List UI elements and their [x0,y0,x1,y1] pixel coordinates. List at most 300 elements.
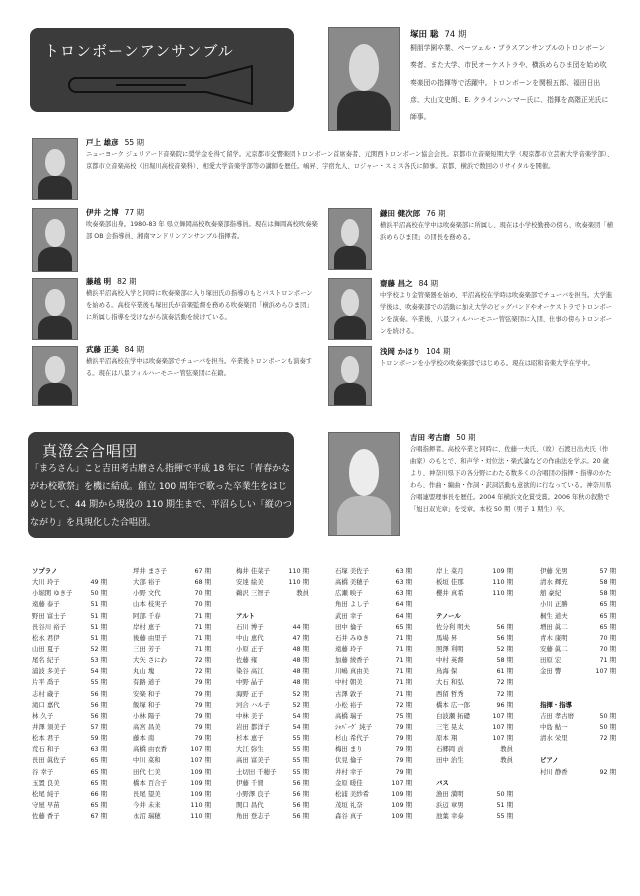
member-name: 松尾 純子 [32,789,60,798]
member-name: 角田 登志子 [236,812,270,821]
roster-row [236,733,309,744]
member-name: 坪井 まさ子 [133,567,167,575]
member-name: 染谷 高江 [236,667,264,676]
roster-row [236,577,309,588]
roster-row [540,767,616,778]
roster-row [133,744,211,755]
member-generation: 59 期 [90,734,107,743]
member-generation: 57 期 [90,722,107,731]
member-generation: 109 期 [391,812,412,821]
member-name: 青木 康明 [540,633,568,642]
member-generation: 63 期 [90,745,107,754]
roster-row [540,577,616,588]
roster-column [236,566,309,822]
roster-row [436,711,513,722]
leader-bio: 桐朋学園卒業、ペーツェル・ブラスアンサンブルのトロンボーン奏者、また大学、市民オーケストラや、横浜めらひま団を始め吹奏楽団の指揮等で活躍中。トロンボーンを関根五郎、福田日出彦、大山文史朗、E. クラインハンマー氏に、指揮を高階正光氏に師事。 [410,44,609,122]
part-name: バス [436,778,449,787]
member-name: 橋本 百合子 [133,778,167,787]
member-generation: 71 期 [194,611,211,620]
roster-row [436,622,513,633]
member-name [436,767,513,778]
member-name: 漁田 満明 [436,789,464,798]
conductor-name: 吉田 考古磨 50 期 [410,433,476,442]
member-generation: 63 期 [395,567,412,575]
member-generation: 71 期 [599,656,616,665]
roster-row [133,700,211,711]
member-generation: 65 期 [90,767,107,776]
member-name: 田中 倫子 [335,622,363,631]
member-generation: 52 期 [292,700,309,709]
roster-row [236,644,309,655]
member-generation: 56 期 [496,633,513,642]
roster-row [236,622,309,633]
member-name: 加藤 綾香子 [335,656,369,665]
roster-row [133,722,211,733]
member-generation: 79 期 [194,689,211,698]
member-name: 阿部 千春 [133,611,161,620]
roster-row [32,588,107,599]
roster-row [133,655,211,666]
member-generation: 49 期 [90,578,107,587]
member-name: 伊藤 千賀 [236,778,264,787]
roster-row [335,611,412,622]
member-photo [32,346,78,406]
member-name [236,599,309,610]
member-generation: 50 期 [599,711,616,720]
member-name: 中村 英督 [436,656,464,665]
member-name: 橋本 広一郎 [436,700,470,709]
member-name: 守屋 早苗 [32,800,60,809]
member-generation: 55 期 [292,745,309,754]
roster-row [436,577,513,588]
member-generation: 56 期 [90,711,107,720]
member-name: 村川 静香 [540,767,568,776]
member-name: 河合 ハル子 [236,700,270,709]
part-name: 指揮・指導 [540,700,572,709]
member-name: 大川 玲子 [32,578,60,587]
member-generation: 51 期 [90,600,107,609]
member-generation: 109 期 [391,800,412,809]
roster-row [32,767,107,778]
member-name: 高橋 美穂子 [335,578,369,587]
member-name: 中山 恵代 [236,633,264,642]
member-generation: 71 期 [395,689,412,698]
member-generation: 61 期 [496,667,513,676]
member-generation: 48 期 [292,656,309,665]
roster-row [236,588,309,599]
member-name: 野田 富士子 [32,611,66,620]
member-generation: 71 期 [194,633,211,642]
member-name: 岸上 菜月 [436,567,464,575]
member-name: 増田 眞二 [540,622,568,631]
roster-part-heading [540,755,616,766]
roster-row [540,611,616,622]
roster-row [236,722,309,733]
member-generation: 67 期 [194,567,211,575]
roster-row [335,733,412,744]
trombone-icon [56,62,256,106]
member-generation: 92 期 [599,767,616,776]
roster-row [133,778,211,789]
member-generation: 72 期 [194,656,211,665]
member-generation: 70 期 [599,644,616,653]
member-bio: 横浜平沼高校在学中は吹奏楽部に所属し、現在は小学校勤務の傍ら、吹奏楽団「横浜めらひま団」の団長を務める。 [380,222,613,241]
member-name: 広瀬 映子 [335,589,363,598]
roster-row [236,711,309,722]
member-name: 志村 蔵子 [32,689,60,698]
member-name: 山本 枝実子 [133,600,167,609]
roster-row [436,755,513,766]
roster-row [133,599,211,610]
member-name: 梅井 佳菜子 [236,567,270,575]
member-photo [32,278,78,340]
roster-row [133,644,211,655]
roster-row [540,733,616,744]
member-name: 片平 喬子 [32,678,60,687]
member-name: 鳥海 保 [436,667,458,676]
member-name: 岸村 恵子 [133,622,161,631]
roster-row [133,577,211,588]
member-generation: 47 期 [292,633,309,642]
member-name: 永沼 瑞穂 [133,812,161,821]
member-name: 遠藤 玲子 [335,644,363,653]
roster-row [236,689,309,700]
member-name: 小川 正勝 [540,600,568,609]
roster-row [32,655,107,666]
choir-section-title: 真澄会合唱団 [42,442,139,460]
part-name: ピアノ [540,756,559,765]
member-generation: 109 期 [190,767,211,776]
roster-row [436,588,513,599]
choir-description: 「まろさん」こと吉田考古磨さん指揮で平成 18 年に「青春かながわ校歌祭」を機に結成。創立 100 周年で歌った卒業生をはじめとして、44 期から現役の 110 期生まで、平沼らしい「縦のつながり」を具現化した合唱団。 [30,464,292,528]
roster-row [436,722,513,733]
member-name: 原本 翔 [436,734,458,743]
member-name: 角田 よし子 [335,600,369,609]
member-name: 尾名 紀子 [32,656,60,665]
member-name [436,599,513,610]
member-bio: 吹奏楽部出身。1980-83 年 県立舞岡高校吹奏楽部指導員。現在は舞岡高校吹奏楽部 OB 会指導員、湘南マンドリンアンサンブル指揮者。 [86,221,318,240]
member-bio: 中学校より金管楽器を始め、平沼高校在学時は吹奏楽部でチューバを担当。大学進学後は、吹奏楽部での活動に加え大学のビッグバンドやオーケストラでトロンボーンを演奏。卒業後、八景フィルハーモニー管弦楽団に入団、仕事の傍らトロンボーンを続ける。 [380,292,613,335]
roster-part-heading [436,611,513,622]
roster-column [32,566,107,822]
member-generation: 109 期 [492,567,513,575]
roster-row [540,622,616,633]
member-generation: 110 期 [492,578,513,587]
member-name: 伏見 倫子 [335,756,363,765]
member-generation: 56 期 [90,689,107,698]
member-photo [328,278,372,340]
roster-row [540,633,616,644]
member-name: 大部 裕子 [133,578,161,587]
member-generation: 55 期 [292,756,309,765]
member-name: 茂垣 礼奈 [335,800,363,809]
member-generation: 48 期 [292,678,309,687]
member-generation: 64 期 [395,611,412,620]
member-generation: 65 期 [599,600,616,609]
roster-row [236,744,309,755]
roster-row [133,767,211,778]
roster-row [436,644,513,655]
member-generation: 56 期 [496,622,513,631]
member-name: 高田 富美子 [236,756,270,765]
member-name: 有路 道子 [133,678,161,687]
member-generation: 110 期 [492,589,513,598]
member-bio: 横浜平沼高校入学と同時に吹奏楽部に入り塚田氏の指導のもとバストロンボーンを始める。高校卒業後も塚田氏が音楽監督を務める吹奏楽団「横浜めらひま団」に所属し指導を受けながら演奏活動を続けている。 [86,290,313,321]
roster-row [540,744,616,755]
roster-row [133,622,211,633]
part-name: テノール [436,611,461,620]
member-generation: 67 期 [90,812,107,821]
member-generation: 50 期 [599,722,616,731]
roster-row [236,800,309,811]
member-generation: 107 期 [492,711,513,720]
member-name: 中野 晶子 [236,678,264,687]
roster-row [540,677,616,688]
roster-row [335,655,412,666]
member-generation: 79 期 [194,734,211,743]
roster-part-heading [236,611,309,622]
member-name: 森谷 真子 [335,812,363,821]
member-name: 武藤 正美 84 期 [86,345,145,354]
part-name: アルト [236,611,255,620]
roster-row [540,644,616,655]
member-name: 高橋 由衣香 [133,745,167,754]
roster-row [436,599,513,610]
member-generation: 65 期 [90,778,107,787]
member-name: 岩田 都洋子 [236,722,270,731]
roster-row [236,677,309,688]
member-name: 三田 芳子 [133,644,161,653]
roster-row [133,789,211,800]
roster-row [540,711,616,722]
roster-row [540,722,616,733]
roster-column [335,566,412,822]
roster-row [236,599,309,610]
member-name: 井村 幸子 [335,767,363,776]
member-generation: 50 期 [90,589,107,598]
member-name: 土切田 千穂子 [236,767,277,776]
member-name: 長尾 望美 [133,789,161,798]
member-name: 武田 幸子 [335,611,363,620]
member-generation: 72 期 [194,667,211,676]
roster-row [133,677,211,688]
member-generation: 79 期 [194,678,211,687]
member-generation: 48 期 [292,667,309,676]
member-generation: 54 期 [292,722,309,731]
roster-row [133,588,211,599]
roster-row [335,644,412,655]
member-generation: 107 期 [492,734,513,743]
member-name: 金田 響 [540,667,562,676]
member-generation: 107 期 [190,745,211,754]
member-generation: 教員 [500,745,513,754]
member-generation: 110 期 [190,812,211,821]
roster-row [335,800,412,811]
member-generation: 52 期 [496,644,513,653]
member-name: 梅田 まり [335,745,363,754]
member-generation: 54 期 [292,711,309,720]
member-photo [32,138,78,200]
roster-column [540,566,616,778]
member-name: 安藤 眞二 [540,644,568,653]
member-generation: 65 期 [599,611,616,620]
roster-row [436,767,513,778]
member-generation: 79 期 [395,756,412,765]
member-generation: 72 期 [496,689,513,698]
member-name: 藤本 南 [133,734,155,743]
roster-row [436,655,513,666]
member-generation: 110 期 [288,567,309,575]
member-name: 石塚 美佐子 [335,567,369,575]
member-photo [328,208,372,270]
roster-row [335,700,412,711]
member-generation: 51 期 [90,633,107,642]
roster-row [32,633,107,644]
member-generation: 64 期 [395,600,412,609]
roster-row [236,655,309,666]
member-name: 佐藤 雍 [236,656,258,665]
member-name: 桐生 道夫 [540,611,568,620]
member-name: 伊藤 光男 [540,567,568,575]
roster-row [335,588,412,599]
roster-row [436,800,513,811]
conductor-photo [328,432,400,536]
roster-row [335,577,412,588]
member-name: 西留 哲秀 [436,689,464,698]
roster-row [32,789,107,800]
member-name: 後藤 由里子 [133,633,167,642]
roster-row [32,666,107,677]
member-generation: 79 期 [395,722,412,731]
roster-row [436,566,513,577]
roster-row [133,566,211,577]
member-name: 大石 和弘 [436,678,464,687]
member-generation: 71 期 [194,622,211,631]
member-generation: 107 期 [595,667,616,676]
roster-row [236,755,309,766]
member-name: 谷 幸子 [32,767,54,776]
roster-row [335,689,412,700]
roster-row [436,633,513,644]
member-name: 照澤 利明 [436,644,464,653]
member-generation: 58 期 [496,656,513,665]
member-name: 石郷岡 貢 [436,745,464,754]
roster-row [540,689,616,700]
member-name: 遠藤 泰子 [32,600,60,609]
member-name: 浦波 多美子 [32,667,66,676]
member-generation: 70 期 [194,589,211,598]
member-generation: 110 期 [288,578,309,587]
member-name: 板垣 佳那 [436,578,464,587]
roster-row [335,566,412,577]
member-generation: 96 期 [496,700,513,709]
roster-row [335,744,412,755]
roster-row [335,789,412,800]
member-name: 飯塚 和子 [133,700,161,709]
member-generation: 57 期 [599,567,616,575]
roster-row [32,755,107,766]
roster-row [133,666,211,677]
roster-row [32,577,107,588]
member-generation: 58 期 [599,589,616,598]
member-name: 海野 正子 [236,689,264,698]
member-name: 齋藤 昌之 84 期 [380,279,439,288]
roster-row [32,622,107,633]
member-name: 大江 弥生 [236,745,264,754]
member-generation: 65 期 [90,800,107,809]
member-name: 鵜沢 三智子 [236,589,270,598]
member-name: 中村 朝美 [335,678,363,687]
roster-row [32,689,107,700]
member-generation: 72 期 [599,734,616,743]
member-name: 杉本 恵子 [236,734,264,743]
roster-row [540,666,616,677]
member-name: 林 久子 [32,711,54,720]
member-bio: 横浜平沼高校在学中は吹奏楽部でチューバを担当。卒業後トロンボーンも演奏する。現在は八景フィルハーモニー管弦楽団に在籍。 [86,358,313,377]
roster-row [335,622,412,633]
member-name: 田代 仁美 [133,767,161,776]
roster-row [32,811,107,822]
roster-part-heading [436,778,513,789]
member-generation: 63 期 [395,589,412,598]
member-name: 安楽 和子 [133,689,161,698]
member-name: 石川 博子 [236,622,264,631]
roster-row [540,588,616,599]
member-name: 鎌田 健次郎 76 期 [380,209,446,218]
member-generation: 50 期 [496,789,513,798]
member-generation: 58 期 [599,578,616,587]
member-generation: 52 期 [292,689,309,698]
member-name: 藤越 明 82 期 [86,277,137,286]
member-name: 杉山 希代子 [335,734,369,743]
roster-row [335,767,412,778]
roster-row [335,811,412,822]
member-generation: 72 期 [496,678,513,687]
member-name: 安達 絵美 [236,578,264,587]
roster-row [32,700,107,711]
member-name: 大矢 さにわ [133,656,167,665]
roster-row [32,800,107,811]
member-name: 田中 治生 [436,756,464,765]
member-name: 小野澤 良子 [236,789,270,798]
roster-row [236,566,309,577]
trombone-section-title: トロンボーンアンサンブル [44,42,234,60]
member-name: 中林 美子 [236,711,264,720]
member-generation: 71 期 [395,656,412,665]
member-generation: 55 期 [292,734,309,743]
member-name: 中川 菜和 [133,756,161,765]
member-name: 高橋 瑞子 [335,711,363,720]
member-generation: 44 期 [292,622,309,631]
member-bio: トロンボーンを小学校の吹奏楽部ではじめる。現在は昭和音楽大学在学中。 [380,360,594,367]
roster-row [236,811,309,822]
member-name: 長田 眞佐子 [32,756,66,765]
member-generation: 71 期 [395,678,412,687]
member-generation: 66 期 [90,789,107,798]
roster-row [32,644,107,655]
member-name: 小野 文代 [133,589,161,598]
member-name: 馬場 昇 [436,633,458,642]
member-name: 松本 君子 [32,734,60,743]
member-name: 中島 鮎一 [540,722,568,731]
member-name: 高宮 昌美 [133,722,161,731]
member-name: ｼｬﾊﾞｰｸﾞ 純子 [335,722,373,731]
roster-part-heading [32,566,107,577]
member-name: 川嶋 真由美 [335,667,369,676]
member-generation: 55 期 [90,678,107,687]
member-name: 小林 陽子 [133,711,161,720]
member-name: 丸山 塊 [133,667,155,676]
